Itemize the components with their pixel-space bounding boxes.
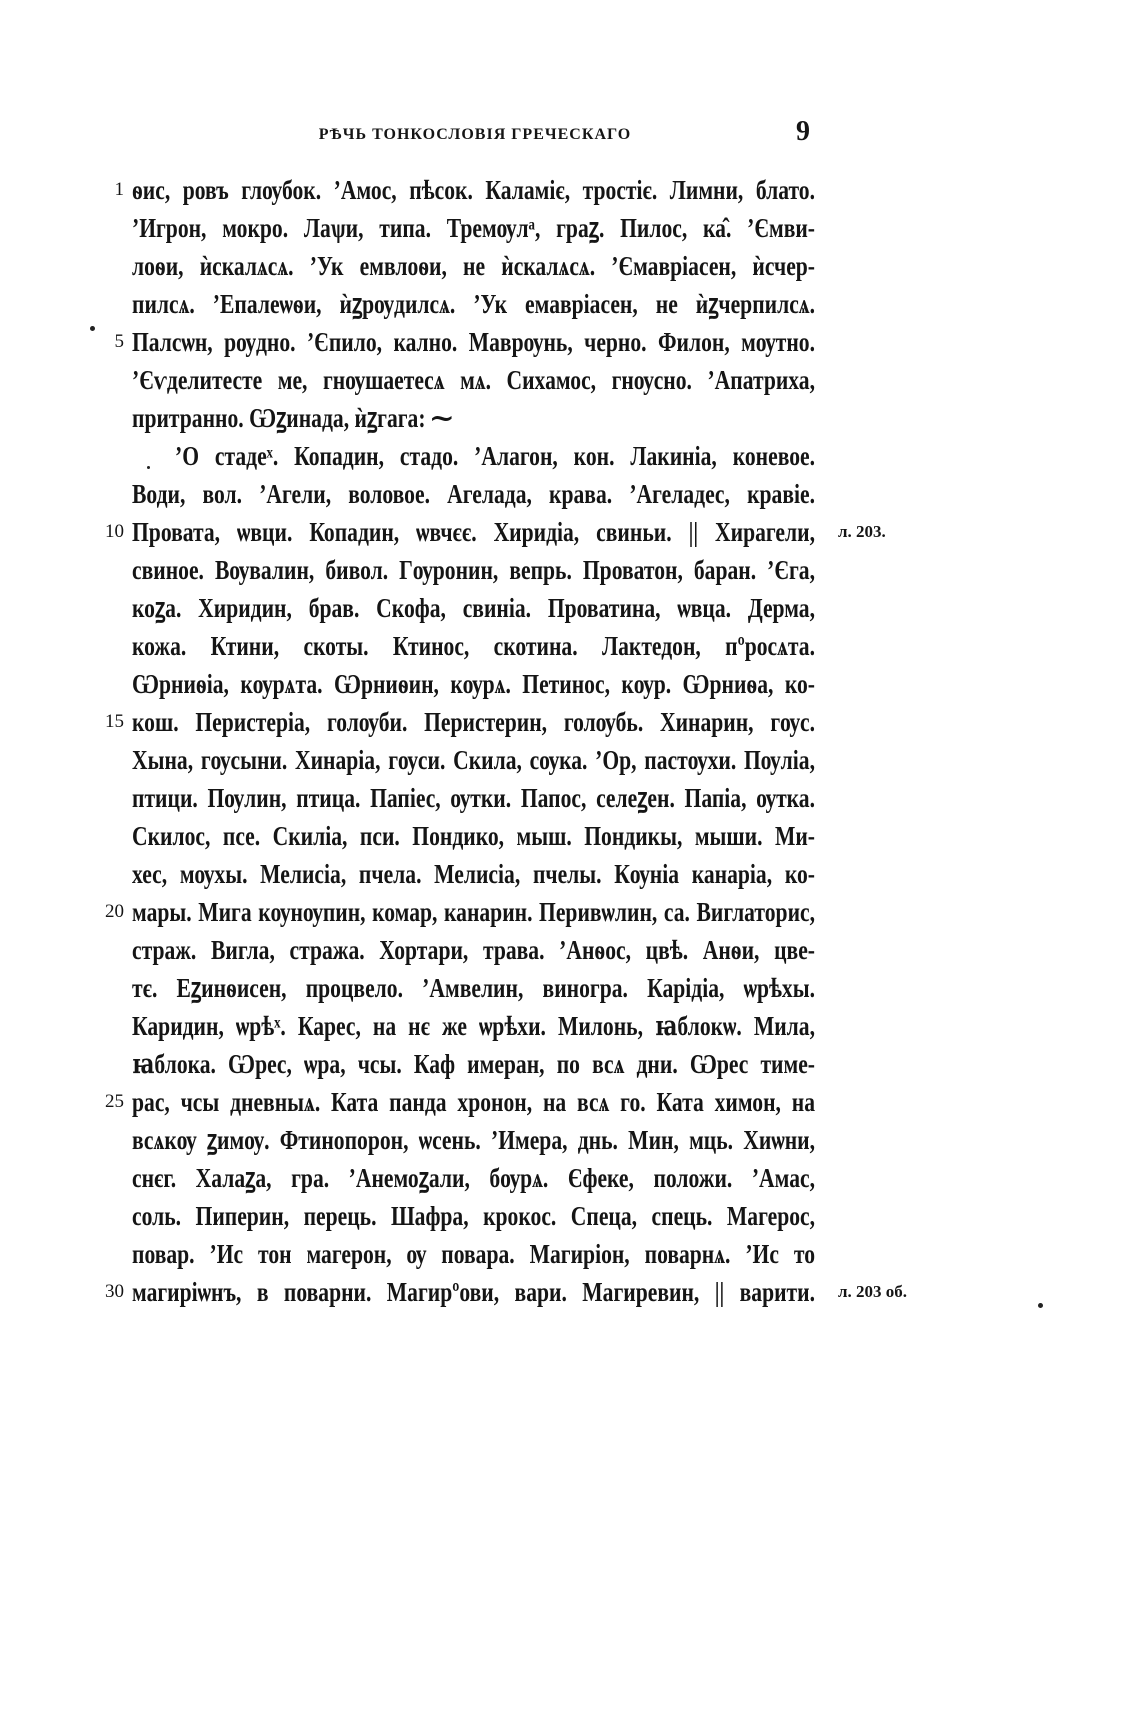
line-text: Скилос, псе. Скиліа, пси. Пондико, мыш. Пондикы, мыши. Ми- (132, 821, 815, 851)
line-number: 25 (105, 1091, 124, 1112)
line-text: коꙁа. Хиридин, брав. Скофа, свиніа. Проватина, ѡвца. Дерма, (132, 593, 815, 623)
line-text: магиріѡнъ, в поварни. Магирºови, вари. Магиревин, || варити. (132, 1277, 815, 1307)
text-line (0, 399, 1140, 437)
text-line (0, 1007, 1140, 1045)
running-head: РѢЧЬ ТОНКОСЛОВІЯ ГРЕЧЕСКАГО (318, 126, 632, 143)
text-line (0, 1197, 1140, 1235)
text-line (0, 247, 1140, 285)
line-text: всѧкѹ ꙁимѹ. Фтинопорон, ѡсень. ’Имера, днь. Мин, мць. Хиѡни, (132, 1125, 815, 1155)
line-text: кош. Перистеріа, голѹби. Перистерин, голѹбь. Хинарин, гѹс. (132, 707, 815, 737)
line-text: птици. Пѹлин, птица. Папіес, ѹтки. Папос, селеꙁен. Папіа, ѹтка. (132, 783, 815, 813)
folio-margin-note: л. 203. (838, 522, 886, 541)
text-line (0, 703, 1140, 741)
text-line (0, 741, 1140, 779)
line-number: 30 (105, 1281, 124, 1302)
text-line (0, 361, 1140, 399)
text-line (0, 817, 1140, 855)
text-line (0, 627, 1140, 665)
line-number: 1 (114, 179, 124, 200)
folio-margin-note: л. 203 об. (838, 1282, 908, 1301)
text-line (0, 1159, 1140, 1197)
line-text: Палсѡн, рѹдно. ’Єпило, кално. Маврѹнь, черно. Филон, мѹтно. (132, 327, 815, 357)
line-number: 5 (114, 331, 124, 352)
text-line (0, 779, 1140, 817)
text-line (0, 285, 1140, 323)
line-text: пилсѧ. ’Епалеѡѳи, ѝꙁрѹдилсѧ. ’Ук емавріасен, не ѝꙁчерпилсѧ. (132, 289, 815, 319)
line-text: лоѳи, ѝскалѧсѧ. ’Ук емвлоѳи, не ѝскалѧсѧ. ’Ємавріасен, ѝсчер- (132, 251, 815, 281)
line-text: повар. ’Ис тон магерон, ѹ повара. Магиріон, поварнѧ. ’Ис то (132, 1239, 815, 1269)
text-line (0, 1121, 1140, 1159)
line-text: соль. Пиперин, перець. Шафра, крокос. Спеца, спець. Магерос, (132, 1201, 815, 1231)
text-line (0, 171, 1140, 209)
stray-ink-mark (90, 326, 95, 331)
line-text: ’Игрон, мокро. Лаѱи, типа. Тремѹлᵃ, граꙁ. Пилос, ка̂. ’Ємви- (132, 213, 815, 243)
line-text: притранно. Ѡꙁинада, ѝꙁгага: ⁓ (132, 403, 453, 433)
line-number: 20 (105, 901, 124, 922)
line-text: страж. Вигла, стража. Хортари, трава. ’Анѳос, цвѣ. Анѳи, цве- (132, 935, 815, 965)
line-text: Хына, гѹсыни. Хинаріа, гѹси. Скила, сѹка. ’Ор, пастѹхи. Пѹліа, (132, 745, 815, 775)
line-text: ’Єѵделитесте ме, гнѹшаетесѧ мѧ. Сихамос, гнѹсно. ’Апатриха, (132, 365, 815, 395)
text-line (0, 1045, 1140, 1083)
line-text: Провата, ѡвци. Копадин, ѡвчєє. Хиридіа, свиньи. || Хирагели, (132, 517, 815, 547)
line-number: 10 (105, 521, 124, 542)
text-line (0, 475, 1140, 513)
line-text: мары. Мига кѹнѹпин, комар, канарин. Перивѡлин, са. Виглаторис, (132, 897, 815, 927)
text-line (0, 551, 1140, 589)
text-line (0, 1083, 1140, 1121)
text-line (0, 931, 1140, 969)
line-text: ’О стадеˣ. Копадин, стадо. ’Алагон, кон. Лакиніа, коневое. (175, 441, 815, 471)
text-line (0, 209, 1140, 247)
line-text: рас, чсы дневныѧ. Ката панда хронон, на всѧ го. Ката химон, на (132, 1087, 815, 1117)
stray-ink-mark (1038, 1303, 1043, 1308)
text-line (0, 855, 1140, 893)
line-text: ѳис, ровъ глѹбок. ’Амос, пѣсок. Каламіє, тростіє. Лимни, блато. (132, 175, 815, 205)
text-line (0, 969, 1140, 1007)
text-line (0, 1273, 1140, 1311)
stray-ink-mark (147, 466, 150, 469)
line-text: Каридин, ѡрѣˣ. Карес, на нє же ѡрѣхи. Милонь, ꙗблокѡ. Мила, (132, 1011, 815, 1041)
line-text: свиное. Вѹвалин, бивол. Гѹронин, вепрь. Проватон, баран. ’Єга, (132, 555, 815, 585)
line-text: кожа. Ктини, скоты. Ктинос, скотина. Лактедон, пºросѧта. (132, 631, 815, 661)
text-line (0, 513, 1140, 551)
line-text: Ѡрниѳіа, кѹрѧта. Ѡрниѳин, кѹрѧ. Петинос, кѹр. Ѡрниѳа, ко- (132, 669, 815, 699)
text-line (0, 437, 1140, 475)
text-line (0, 323, 1140, 361)
line-text: тє. Еꙁинѳисен, процвело. ’Амвелин, виногра. Карідіа, ѡрѣхы. (132, 973, 815, 1003)
line-text: снєг. Халаꙁа, гра. ’Анемоꙁали, бѹрѧ. Єфеке, положи. ’Амас, (132, 1163, 815, 1193)
text-line (0, 589, 1140, 627)
text-line (0, 1235, 1140, 1273)
line-text: ꙗблока. Ѡрес, ѡра, чсы. Каф имеран, по всѧ дни. Ѡрес тиме- (132, 1049, 815, 1079)
line-text: хес, мѹхы. Мелисіа, пчела. Мелисіа, пчелы. Кѹніа канаріа, ко- (132, 859, 815, 889)
line-number: 15 (105, 711, 124, 732)
line-text: Води, вол. ’Агели, воловое. Агелада, крава. ’Агеладес, кравіе. (132, 479, 815, 509)
text-line (0, 893, 1140, 931)
text-line (0, 665, 1140, 703)
page-number: 9 (796, 116, 810, 147)
